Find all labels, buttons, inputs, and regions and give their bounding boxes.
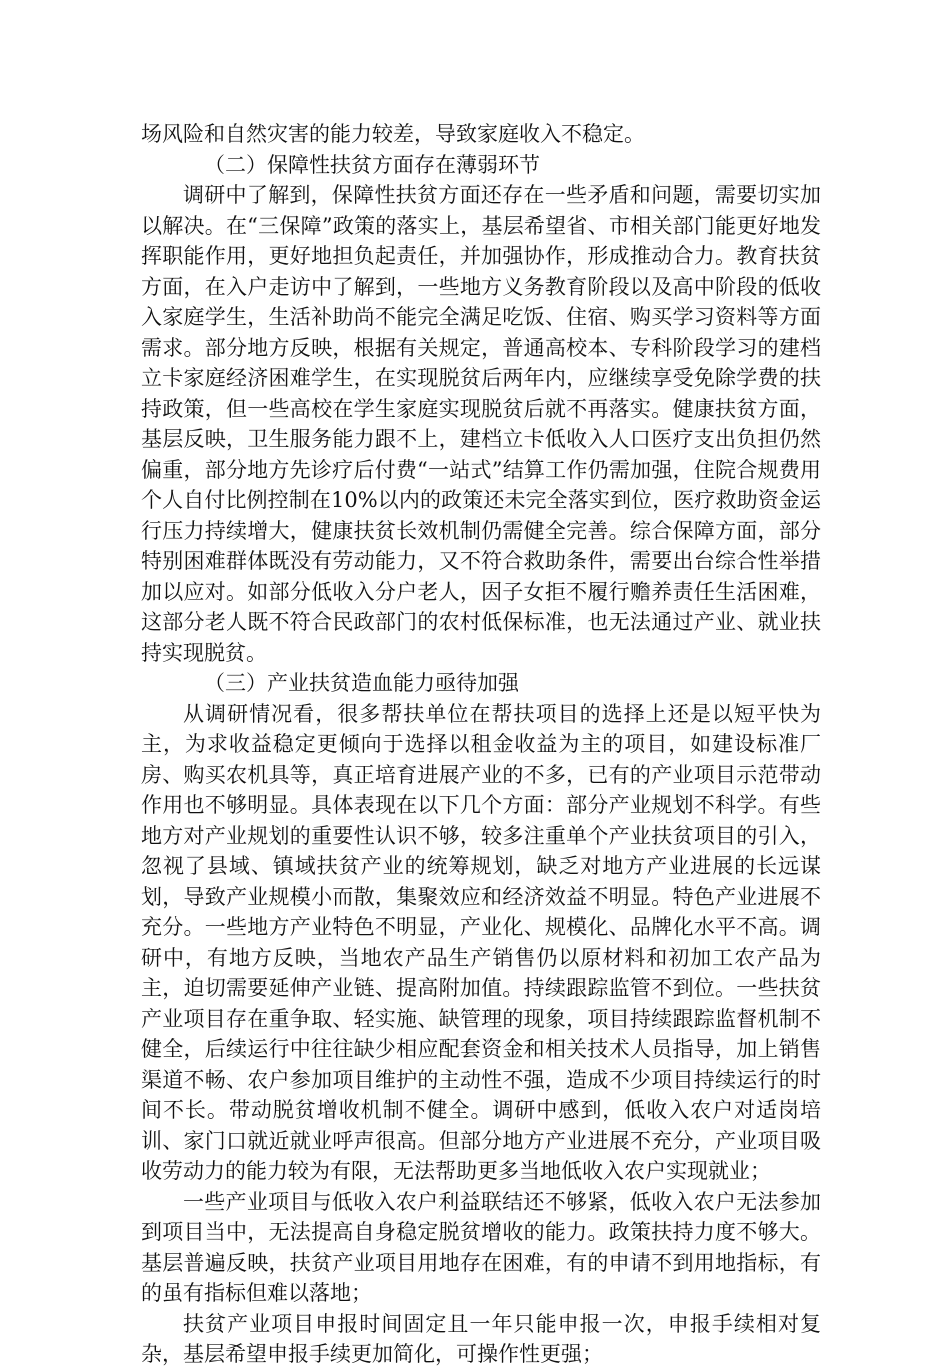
paragraph-intro: 场风险和自然灾害的能力较差，导致家庭收入不稳定。 (141, 122, 645, 146)
paragraph-security-poverty: 调研中了解到，保障性扶贫方面还存在一些矛盾和问题，需要切实加以解决。在“三保障”政策的落实上，基层希望省、市相关部门能更好地发挥职能作用，更好地担负起责任，并加强协作，形成推动合力。教育扶贫方面，在入户走访中了解到，一些地方义务教育阶段以及高中阶段的低收入家庭学生，生活补助尚不能完全满足吃饭、住宿、购买学习资料等方面需求。部分地方反映，根据有关规定，普通高校本、专科阶段学习的建档立卡家庭经济困难学生，在实现脱贫后两年内，应继续享受免除学费的扶持政策，但一些高校在学生家庭实现脱贫后就不再落实。健康扶贫方面，基层反映，卫生服务能力跟不上，建档立卡低收入人口医疗支出负担仍然偏重，部分地方先诊疗后付费“一站式”结算工作仍需加强，住院合规费用个人自付比例控制在10%以内的政策还未完全落实到位，医疗救助资金运行压力持续增大，健康扶贫长效机制仍需健全完善。综合保障方面，部分特别困难群体既没有劳动能力，又不符合救助条件，需要出台综合性举措加以应对。如部分低收入分户老人，因子女拒不履行赡养责任生活困难，这部分老人既不符合民政部门的农村低保标准，也无法通过产业、就业扶持实现脱贫。 (141, 183, 821, 665)
document-page (141, 119, 821, 1370)
paragraph-interest-linkage: 一些产业项目与低收入农户利益联结还不够紧，低收入农户无法参加到项目当中，无法提高自身稳定脱贫增收的能力。政策扶持力度不够大。基层普遍反映，扶贫产业项目用地存在困难，有的申请不到用地指标，有的虽有指标但难以落地； (141, 1189, 821, 1305)
paragraph-industry-poverty: 从调研情况看，很多帮扶单位在帮扶项目的选择上还是以短平快为主，为求收益稳定更倾向于选择以租金收益为主的项目，如建设标准厂房、购买农机具等，真正培育进展产业的不多，已有的产业项目示范带动作用也不够明显。具体表现在以下几个方面：部分产业规划不科学。有些地方对产业规划的重要性认识不够，较多注重单个产业扶贫项目的引入，忽视了县域、镇域扶贫产业的统筹规划，缺乏对地方产业进展的长远谋划，导致产业规模小而散，集聚效应和经济效益不明显。特色产业进展不充分。一些地方产业特色不明显，产业化、规模化、品牌化水平不高。调研中，有地方反映，当地农产品生产销售仍以原材料和初加工农产品为主，迫切需要延伸产业链、提高附加值。持续跟踪监管不到位。一些扶贫产业项目存在重争取、轻实施、缺管理的现象，项目持续跟踪监督机制不健全，后续运行中往往缺少相应配套资金和相关技术人员指导，加上销售渠道不畅、农户参加项目维护的主动性不强，造成不少项目持续运行的时间不长。带动脱贫增收机制不健全。调研中感到，低收入农户对适岗培训、家门口就近就业呼声很高。但部分地方产业进展不充分，产业项目吸收劳动力的能力较为有限，无法帮助更多当地低收入农户实现就业； (141, 701, 821, 1183)
section-heading-3: （三）产业扶贫造血能力亟待加强 (204, 671, 519, 695)
paragraph-project-application: 扶贫产业项目申报时间固定且一年只能申报一次，申报手续相对复杂，基层希望申报手续更加简化，可操作性更强； (141, 1311, 821, 1366)
section-heading-2: （二）保障性扶贫方面存在薄弱环节 (204, 152, 540, 177)
